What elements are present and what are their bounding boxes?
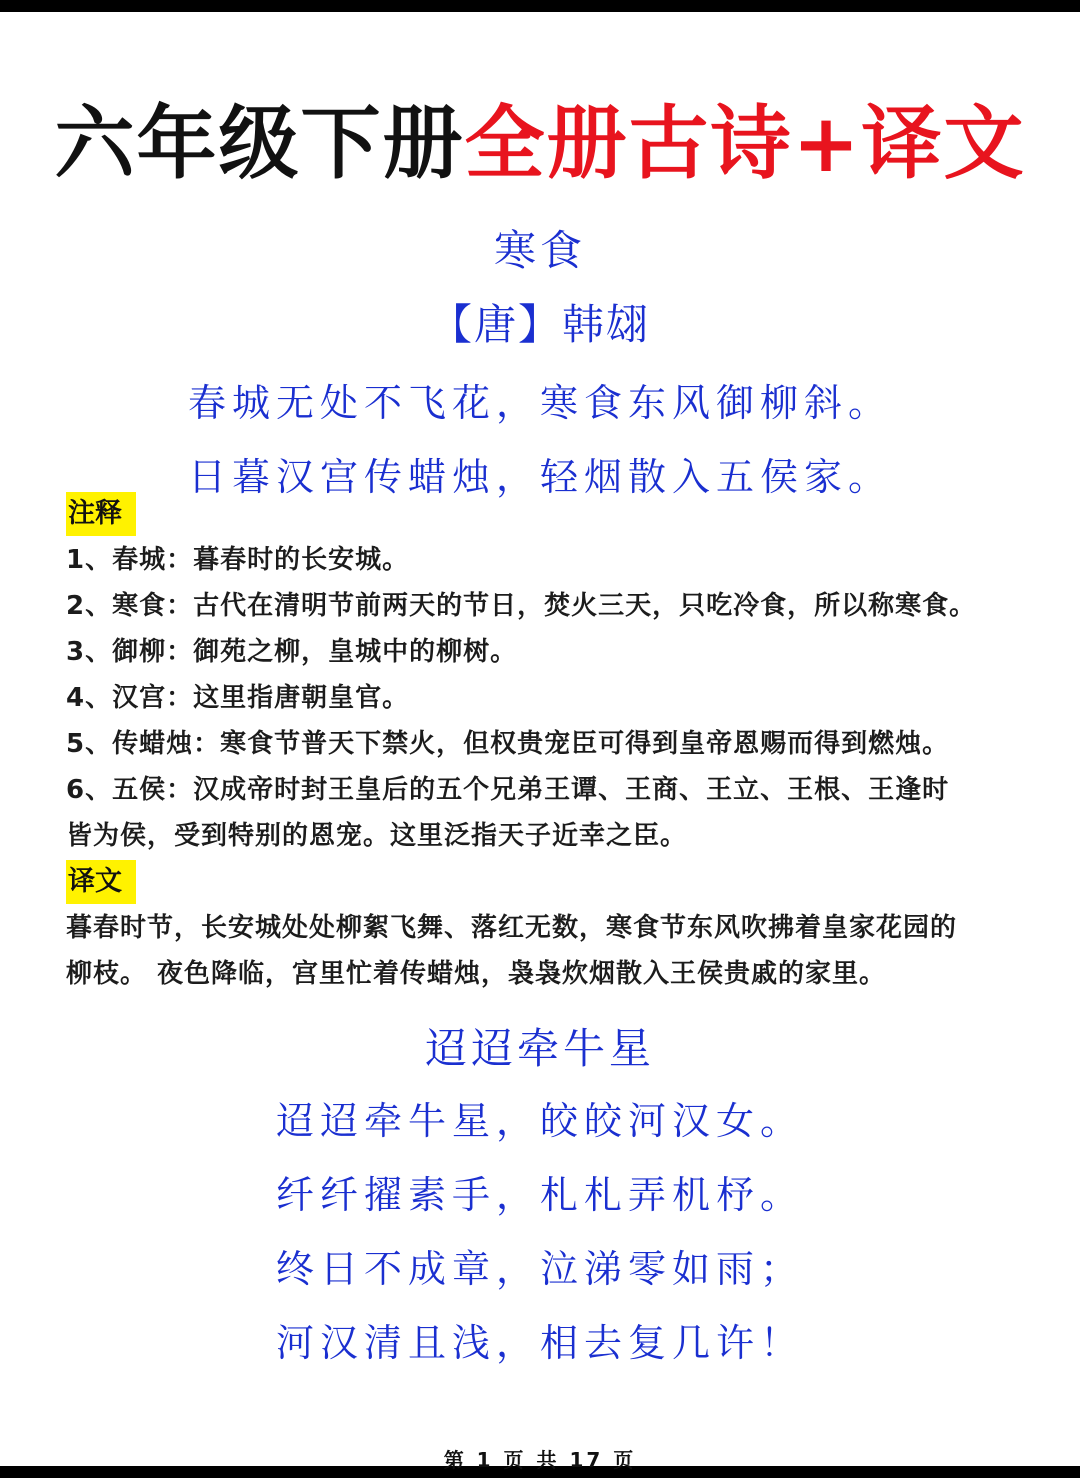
poem1-author: 【唐】韩翃	[429, 300, 650, 349]
poem1-line: 日暮汉宫传蜡烛，轻烟散入五侯家。	[187, 455, 892, 499]
poem2-title: 迢迢牵牛星	[424, 1024, 655, 1073]
main-title-red: 全册古诗+译文	[464, 97, 1026, 190]
document-page	[0, 12, 1080, 1472]
note-line: 6、五侯：汉成帝时封王皇后的五个兄弟王谭、王商、王立、王根、王逢时	[66, 775, 950, 805]
note-line: 5、传蜡烛：寒食节普天下禁火，但权贵宠臣可得到皇帝恩赐而得到燃烛。	[66, 729, 950, 759]
poem2-line: 河汉清且浅，相去复几许！	[275, 1321, 804, 1365]
translation-line: 柳枝。 夜色降临，宫里忙着传蜡烛，袅袅炊烟散入王侯贵戚的家里。	[66, 959, 887, 989]
poem2-line: 纤纤擢素手，札札弄机杼。	[275, 1173, 804, 1217]
main-title-black: 六年级下册	[54, 97, 465, 190]
translation-label: 译文	[66, 860, 136, 904]
note-line: 2、寒食：古代在清明节前两天的节日，焚火三天，只吃冷食，所以称寒食。	[66, 591, 977, 621]
note-line: 皆为侯，受到特别的恩宠。这里泛指天子近幸之臣。	[66, 821, 688, 851]
notes-label: 注释	[66, 492, 136, 536]
note-line: 1、春城：暮春时的长安城。	[66, 545, 410, 575]
poem2-line: 终日不成章，泣涕零如雨；	[275, 1247, 804, 1291]
translation-line: 暮春时节，长安城处处柳絮飞舞、落红无数，寒食节东风吹拂着皇家花园的	[66, 913, 958, 943]
page-number: 第 1 页 共 17 页	[443, 1448, 637, 1472]
poem2-line: 迢迢牵牛星，皎皎河汉女。	[275, 1099, 804, 1143]
poem1-title: 寒食	[493, 226, 586, 275]
poem1-line: 春城无处不飞花，寒食东风御柳斜。	[187, 381, 892, 425]
note-line: 4、汉宫：这里指唐朝皇官。	[66, 683, 410, 713]
main-title	[0, 94, 1080, 194]
note-line: 3、御柳：御苑之柳，皇城中的柳树。	[66, 637, 518, 667]
